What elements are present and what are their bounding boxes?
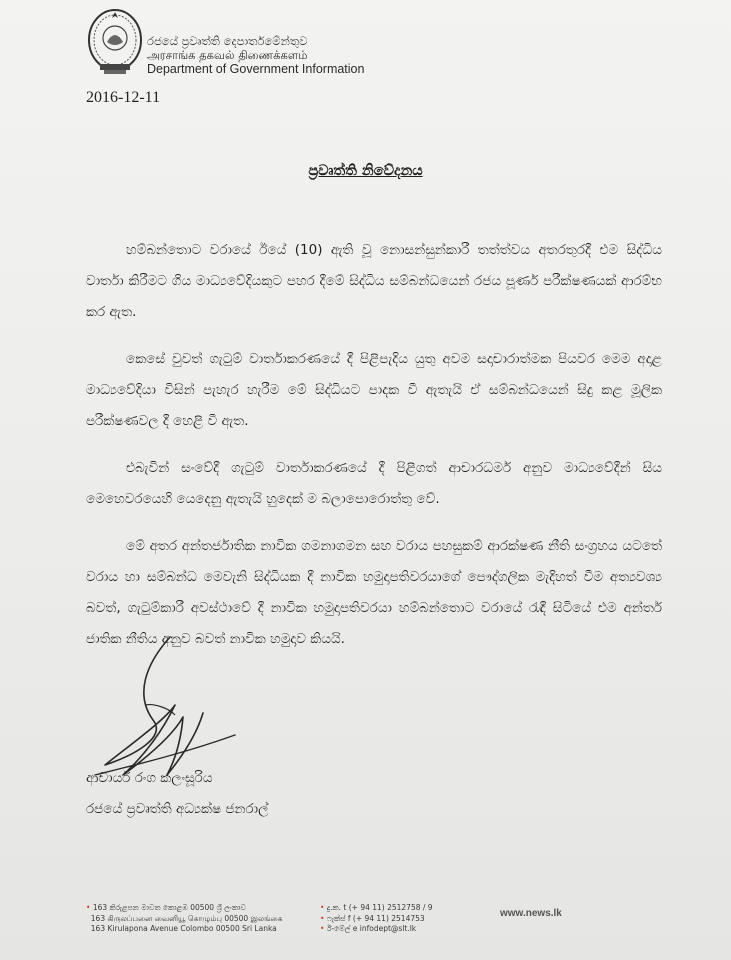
signature-block xyxy=(86,763,268,825)
address-english: 163 Kirulapona Avenue Colombo 00500 Sri Lanka xyxy=(90,924,277,933)
fax-number: ෆැක්ස් f (+ 94 11) 2514753 xyxy=(326,913,425,923)
email-address: ඊ-මේල් e infodept@slt.lk xyxy=(326,924,417,933)
bullet-icon: • xyxy=(320,924,325,933)
website-url: www.news.lk xyxy=(500,908,562,919)
sri-lanka-emblem-icon xyxy=(86,6,144,80)
address-sinhala: 163 කිරුළපන මාවත කොළඹ 00500 ශ්‍රී ලංකාව xyxy=(92,903,246,912)
paragraph-4: මේ අතර අන්තර්ජාතික නාවික ගමනාගමන සහ වරාය පහසුකම් ආරක්ෂණ නීති සංග්‍රහය යටතේ වරාය හා සම්බන්ධ මෙවැනි සිද්ධියක දී නාවික හමුදාපතිවරයාගේ පෞද්ගලික මැදිහත් වීම අත්‍යවශ්‍ය බවත්, ගැටුම්කාරී අවස්ථාවේ දී නාවික හමුදාපතිවරයා හම්බන්තොට වරායේ රැඳී සිටියේ එම අන්තර් ජාතික නීතිය අනුව බවත් නාවික හමුදාව කියයි. xyxy=(86,538,662,647)
department-header xyxy=(147,34,364,76)
dept-name-sinhala: රජයේ ප්‍රවෘත්ති දෙපාර්තමේන්තුව xyxy=(147,34,308,48)
bullet-icon: • xyxy=(320,903,325,912)
signatory-designation: රජයේ ප්‍රවෘත්ති අධ්‍යක්ෂ ජනරාල් xyxy=(86,801,269,817)
release-date: 2016-12-11 xyxy=(86,89,161,106)
footer-address xyxy=(86,903,283,935)
signatory-name: ආචාර්ය රංග කලංසූරිය xyxy=(86,770,213,786)
bullet-icon: • xyxy=(86,903,91,912)
document-body xyxy=(86,235,662,671)
paragraph-2: කෙසේ වුවත් ගැටුම් වාර්තාකරණයේ දී පිළිපැදිය යුතු අවම සදාචාරාත්මක පියවර මෙම අදාළ මාධ්‍යවේදියා විසින් පැහැර හැරීම මේ සිද්ධියට පාදක වී ඇතැයි ඒ සම්බන්ධයෙන් සිදු කළ මූලික පරීක්ෂණවල දී හෙළි වී ඇත. xyxy=(86,351,662,429)
paragraph-3: එබැවින් සංවේදී ගැටුම් වාර්තාකරණයේ දී පිළිගත් ආචාරධර්ම අනුව මාධ්‍යවේදීන් සිය මෙහෙවරයෙහි යෙදෙනු ඇතැයි හුදෙක් ම බලාපොරොත්තු වේ. xyxy=(86,460,662,507)
address-tamil: 163 கிருலப்பனை வைனியூ கொழும்பு 00500 இலங்கை xyxy=(90,913,283,923)
dept-name-english: Department of Government Information xyxy=(147,62,365,76)
paragraph-1: හම්බන්තොට වරායේ ඊයේ (10) ඇති වූ නොසන්සුන්කාරී තත්ත්වය අතරතුරදී එම සිද්ධිය වාර්තා කිරීමට ගිය මාධ්‍යවේදියකුට පහර දීමේ සිද්ධිය සම්බන්ධයෙන් රජය පූර්ණ පරීක්ෂණයක් ආරම්භ කර ඇත. xyxy=(86,242,662,320)
dept-name-tamil: அரசாங்க தகவல் திணைக்களம் xyxy=(147,48,308,62)
footer-contacts xyxy=(320,903,433,935)
phone-number: දු.ක. t (+ 94 11) 2512758 / 9 xyxy=(326,903,433,912)
bullet-icon: • xyxy=(320,913,325,923)
document-title: ප්‍රවෘත්ති නිවේදනය xyxy=(308,163,423,179)
